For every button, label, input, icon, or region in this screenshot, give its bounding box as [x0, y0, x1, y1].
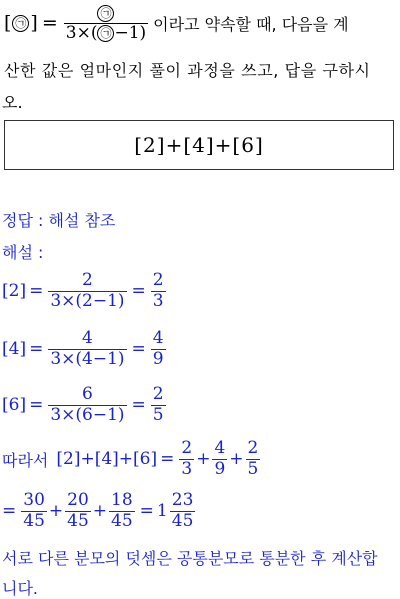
- mixed-number-whole: 1: [156, 501, 168, 522]
- step-result-fraction: $\frac{4}{9}$: [152, 328, 164, 369]
- question-text-line-1: 이라고 약속할 때, 다음을 계: [153, 14, 349, 34]
- mixed-number-fraction: $\frac{23}{45}$: [171, 490, 194, 531]
- circled-giyeok-symbol: ㉠: [97, 5, 114, 22]
- step-fraction: $\frac{2}{3\times(2-1)}$: [50, 270, 125, 311]
- sum-term-fraction: $\frac{2}{5}$: [247, 438, 259, 479]
- sum-term-fraction: $\frac{2}{3}$: [181, 438, 193, 479]
- step-fraction: $\frac{4}{3\times(4-1)}$: [50, 328, 125, 369]
- definition-lhs: [4, 12, 38, 34]
- step-lhs: [2]: [2, 281, 27, 302]
- equals-sign: =: [41, 12, 58, 35]
- circled-giyeok-symbol: ㉠: [97, 25, 114, 42]
- step-result-fraction: $\frac{2}{3}$: [152, 270, 164, 311]
- step-row-2: [2] = $\frac{2}{3\times(2-1)}$ = $\frac{2}{3}$: [2, 270, 164, 311]
- sum-expression: [2]+[4]+[6]: [56, 449, 158, 470]
- definition-fraction: [64, 4, 148, 43]
- common-term-fraction: $\frac{20}{45}$: [67, 490, 89, 531]
- bracket-open: [: [4, 12, 12, 35]
- conclusion-line-2: 니다.: [2, 579, 38, 598]
- explanation-label: 해설 :: [2, 243, 44, 262]
- sum-term-fraction: $\frac{4}{9}$: [214, 438, 226, 479]
- problem-expression-box: [4, 120, 394, 170]
- step-fraction: $\frac{6}{3\times(6-1)}$: [50, 384, 125, 425]
- common-denominator-line: = $\frac{30}{45}$ + $\frac{20}{45}$ + $\frac{18}{45}$ = 1 $\frac{23}{45}$: [2, 492, 197, 531]
- sum-line: 따라서 [2]+[4]+[6] = $\frac{2}{3}$ + $\frac{4}{9}$ + $\frac{2}{5}$: [2, 438, 259, 479]
- common-term-fraction: $\frac{30}{45}$: [23, 490, 45, 531]
- answer-label: 정답 : 해설 참조: [2, 211, 116, 230]
- sum-prefix: 따라서: [2, 450, 49, 470]
- question-text-line-2: 산한 값은 얼마인지 풀이 과정을 쓰고, 답을 구하시: [4, 61, 371, 80]
- conclusion-line-1: 서로 다른 분모의 덧셈은 공통분모로 통분한 후 계산합: [2, 549, 378, 568]
- step-lhs: [4]: [2, 339, 27, 360]
- question-text-line-3: 오.: [2, 93, 23, 112]
- definition-numerator: [95, 4, 116, 23]
- mixed-number-result: [157, 492, 197, 531]
- bracket-close: ]: [30, 12, 38, 35]
- step-result-fraction: $\frac{2}{5}$: [152, 384, 164, 425]
- step-row-6: [6] = $\frac{6}{3\times(6-1)}$ = $\frac{2}{5}$: [2, 384, 164, 425]
- step-lhs: [6]: [2, 395, 27, 416]
- step-row-4: [4] = $\frac{4}{3\times(4-1)}$ = $\frac{4}{9}$: [2, 328, 164, 369]
- question-definition-line: [4, 4, 349, 43]
- circled-giyeok-symbol: ㉠: [12, 15, 29, 32]
- common-term-fraction: $\frac{18}{45}$: [111, 490, 133, 531]
- problem-expression: [2]+[4]+[6]: [134, 133, 264, 157]
- definition-denominator: 3×( ㉠ −1): [65, 23, 147, 43]
